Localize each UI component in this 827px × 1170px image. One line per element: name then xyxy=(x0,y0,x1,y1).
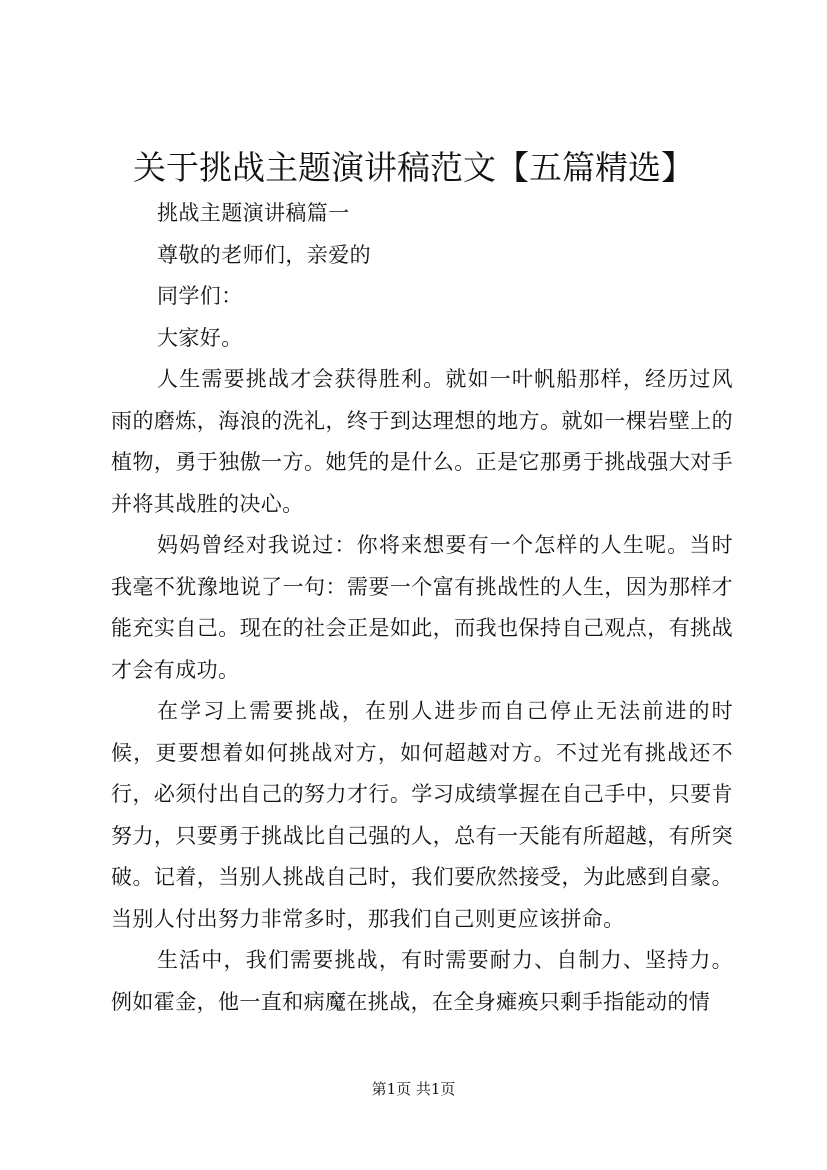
document-title: 关于挑战主题演讲稿范文【五篇精选】 xyxy=(133,148,694,187)
salutation-line-2: 同学们： xyxy=(157,284,243,308)
section-heading: 挑战主题演讲稿篇一 xyxy=(157,201,350,225)
paragraph: 妈妈曾经对我说过：你将来想要有一个怎样的人生呢。当时我毫不犹豫地说了一句：需要一个富有挑战性的人生，因为那样才能充实自己。现在的社会正是如此，而我也保持自己观点，有挑战才会有成功。 xyxy=(111,533,733,682)
paragraph: 生活中，我们需要挑战，有时需要耐力、自制力、坚持力。例如霍金，他一直和病魔在挑战，在全身瘫痪只剩手指能动的情 xyxy=(111,948,733,1014)
paragraph: 在学习上需要挑战，在别人进步而自己停止无法前进的时候，更要想着如何挑战对方，如何超越对方。不过光有挑战还不行，必须付出自己的努力才行。学习成绩掌握在自己手中，只要肯努力，只要勇于挑战比自己强的人，总有一天能有所超越，有所突破。记着，当别人挑战自己时，我们要欣然接受，为此感到自豪。当别人付出努力非常多时，那我们自己则更应该拼命。 xyxy=(111,699,733,931)
salutation-line-1: 尊敬的老师们，亲爱的 xyxy=(157,242,371,267)
page-footer: 第1页 共1页 xyxy=(371,1080,456,1098)
document-body xyxy=(111,193,733,1023)
greeting: 大家好。 xyxy=(157,325,243,350)
paragraph: 人生需要挑战才会获得胜利。就如一叶帆船那样，经历过风雨的磨炼，海浪的洗礼，终于到达理想的地方。就如一棵岩壁上的植物，勇于独傲一方。她凭的是什么。正是它那勇于挑战强大对手并将其战胜的决心。 xyxy=(111,367,733,516)
